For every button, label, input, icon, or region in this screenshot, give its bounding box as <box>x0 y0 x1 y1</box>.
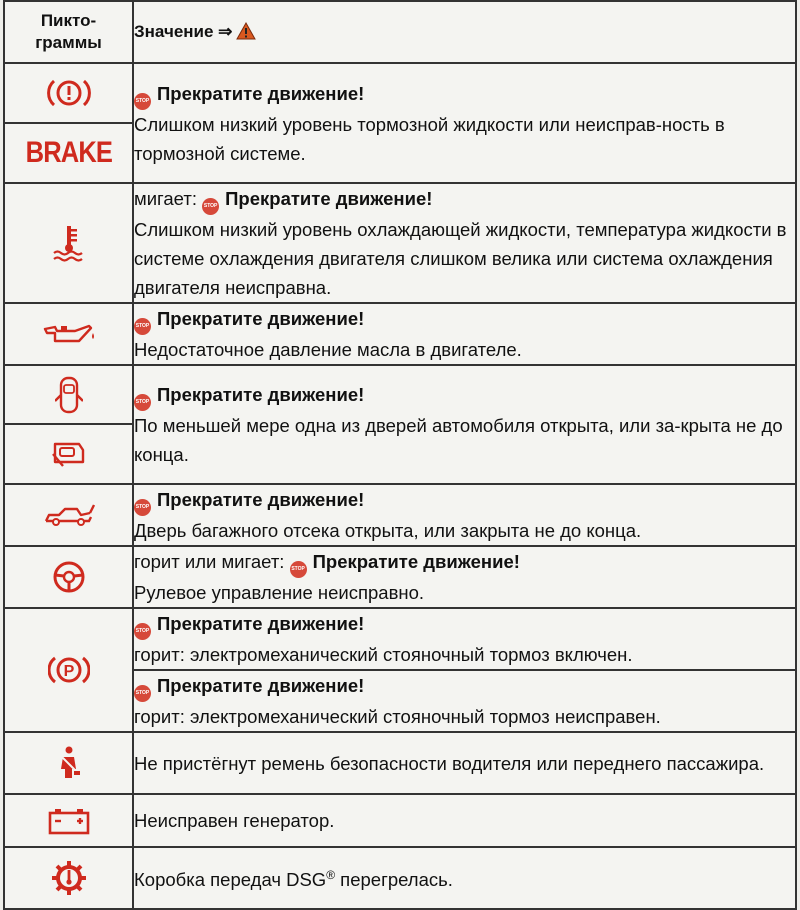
prefix-text: мигает: <box>134 188 197 209</box>
door-open-top-view-icon <box>55 375 83 415</box>
meaning-text: Не пристёгнут ремень безопасности водителя или переднего пассажира. <box>134 752 765 774</box>
header-meaning <box>133 1 796 63</box>
meaning-text: Дверь багажного отсека открыта, или закрыта не до конца. <box>134 520 642 541</box>
stop-heading: Прекратите движение! <box>157 489 365 510</box>
pictogram-table <box>3 0 797 910</box>
stop-icon: STOP <box>134 318 151 335</box>
stop-icon: STOP <box>134 499 151 516</box>
trunk-open-icon <box>43 503 95 527</box>
prefix-text: горит или мигает: <box>134 551 285 572</box>
icon-cell <box>4 546 133 608</box>
meaning-text: Рулевое управление неисправно. <box>134 582 425 603</box>
stop-icon: STOP <box>202 198 219 215</box>
icon-cell <box>4 63 133 123</box>
meaning-cell <box>133 847 796 909</box>
meaning-cell <box>133 484 796 546</box>
stop-icon: STOP <box>290 561 307 578</box>
icon-cell <box>4 732 133 794</box>
brake-circle-exclamation-icon <box>46 75 92 111</box>
header-pictograms-label: Пикто-граммы <box>35 11 102 52</box>
header-pictograms <box>4 1 133 63</box>
icon-cell <box>4 365 133 424</box>
stop-icon: STOP <box>134 93 151 110</box>
stop-icon: STOP <box>134 394 151 411</box>
stop-heading: Прекратите движение! <box>312 551 520 572</box>
meaning-text: По меньшей мере одна из дверей автомобиля открыта, или за-крыта не до конца. <box>134 415 783 465</box>
meaning-cell <box>133 183 796 303</box>
icon-cell <box>4 123 133 183</box>
icon-cell <box>4 424 133 484</box>
oil-can-icon <box>41 321 97 347</box>
meaning-cell <box>133 732 796 794</box>
stop-heading: Прекратите движение! <box>157 308 365 329</box>
meaning-cell <box>133 794 796 847</box>
meaning-cell <box>133 546 796 608</box>
icon-cell <box>4 183 133 303</box>
icon-cell <box>4 608 133 732</box>
header-meaning-label: Значение ⇒ <box>134 22 233 41</box>
steering-wheel-icon <box>52 560 86 594</box>
meaning-text: Недостаточное давление масла в двигателе. <box>134 339 522 360</box>
meaning-cell <box>133 303 796 365</box>
gearbox-temperature-icon <box>51 860 87 896</box>
meaning-text: Неисправен генератор. <box>134 810 335 831</box>
stop-heading: Прекратите движение! <box>157 613 365 634</box>
door-open-side-view-icon <box>49 440 89 468</box>
svg-text:P: P <box>63 663 74 680</box>
stop-heading: Прекратите движение! <box>157 384 365 405</box>
seat-belt-icon <box>54 745 84 781</box>
icon-cell <box>4 794 133 847</box>
meaning-text: Коробка передач DSG <box>134 869 327 891</box>
warning-triangle-icon <box>236 22 256 40</box>
icon-cell <box>4 484 133 546</box>
stop-icon: STOP <box>134 685 151 702</box>
parking-brake-icon <box>48 653 90 687</box>
stop-heading: Прекратите движение! <box>157 675 365 696</box>
meaning-cell <box>133 670 796 732</box>
meaning-cell <box>133 365 796 484</box>
meaning-text: Слишком низкий уровень охлаждающей жидкости, температура жидкости в системе охлаждения двигателя слишком велика или система охлаждения двигателя неисправна. <box>134 219 787 298</box>
icon-cell <box>4 303 133 365</box>
icon-cell <box>4 847 133 909</box>
registered-mark: ® <box>326 868 336 883</box>
meaning-text: горит: электромеханический стояночный тормоз включен. <box>134 644 633 665</box>
brake-text-icon: BRAKE <box>25 136 112 169</box>
stop-heading: Прекратите движение! <box>157 82 365 104</box>
stop-icon: STOP <box>134 623 151 640</box>
meaning-text: Слишком низкий уровень тормозной жидкости или неисправ-ность в тормозной системе. <box>134 113 725 164</box>
meaning-cell <box>133 63 796 183</box>
coolant-temperature-icon <box>49 223 89 263</box>
meaning-text-end: перегрелась. <box>335 869 453 891</box>
stop-heading: Прекратите движение! <box>225 188 433 209</box>
meaning-text: горит: электромеханический стояночный тормоз неисправен. <box>134 706 661 727</box>
battery-icon <box>47 807 91 835</box>
meaning-cell <box>133 608 796 670</box>
